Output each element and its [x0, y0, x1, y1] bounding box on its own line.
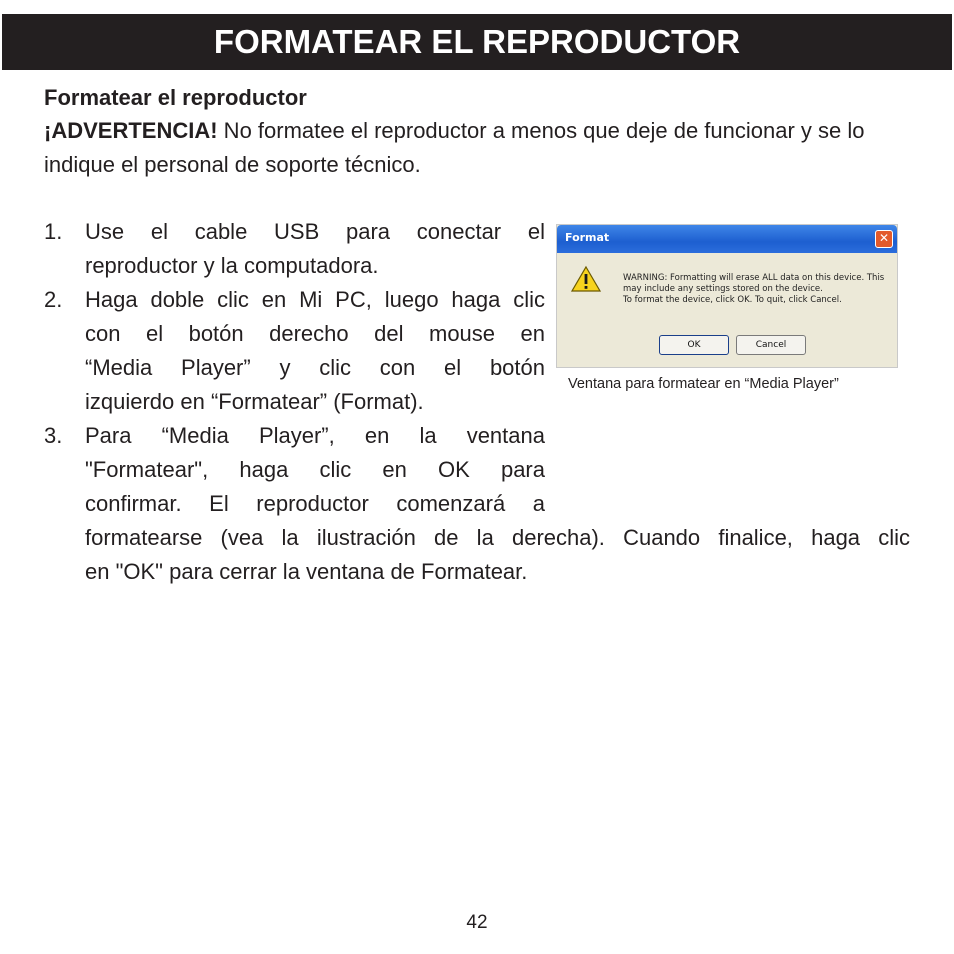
step-3-line-5: en "OK" para cerrar la ventana de Formatear.: [85, 559, 528, 584]
close-icon[interactable]: ✕: [875, 230, 893, 248]
dialog-message-1: WARNING: Formatting will erase ALL data on this device. This may include any settings stored on the device.: [623, 273, 885, 294]
dialog-message-2: To format the device, click OK. To quit, click Cancel.: [623, 295, 842, 305]
step-1-line-2: reproductor y la computadora.: [85, 253, 379, 278]
page-title: FORMATEAR EL REPRODUCTOR: [213, 23, 741, 60]
dialog-title: Format: [565, 231, 610, 244]
warning-paragraph: [44, 114, 912, 182]
step-3-line-3: confirmar. El reproductor comenzará a: [85, 491, 545, 516]
ok-button[interactable]: OK: [659, 335, 729, 355]
step-1-number: 1.: [44, 219, 63, 244]
step-2-line-3: “Media Player” y clic con el botón: [85, 355, 545, 380]
step-2-line-4: izquierdo en “Formatear” (Format).: [85, 389, 424, 414]
warning-label: ¡ADVERTENCIA!: [44, 118, 218, 143]
step-1-line-1: Use el cable USB para conectar el: [85, 219, 545, 244]
format-dialog: [556, 224, 898, 368]
section-subtitle: Formatear el reproductor: [44, 85, 307, 110]
cancel-button[interactable]: Cancel: [736, 335, 806, 355]
step-3-line-2: "Formatear", haga clic en OK para: [85, 457, 545, 482]
step-2-number: 2.: [44, 287, 63, 312]
step-2-line-1: Haga doble clic en Mi PC, luego haga clic: [85, 287, 545, 312]
warning-text: No formatee el reproductor a menos que deje de funcionar y se lo indique el personal de soporte técnico.: [44, 118, 865, 177]
page-title-banner: [2, 14, 952, 70]
dialog-message: [623, 273, 891, 306]
step-3-line-1: Para “Media Player”, en la ventana: [85, 423, 545, 448]
step-3-number: 3.: [44, 423, 63, 448]
figure-caption: Ventana para formatear en “Media Player”: [568, 376, 839, 392]
dialog-titlebar: [557, 225, 897, 253]
step-2-line-2: con el botón derecho del mouse en: [85, 321, 545, 346]
warning-icon: [571, 265, 601, 293]
page-number: 42: [466, 912, 488, 933]
step-3-line-4: formatearse (vea la ilustración de la derecha). Cuando finalice, haga clic: [85, 525, 910, 550]
